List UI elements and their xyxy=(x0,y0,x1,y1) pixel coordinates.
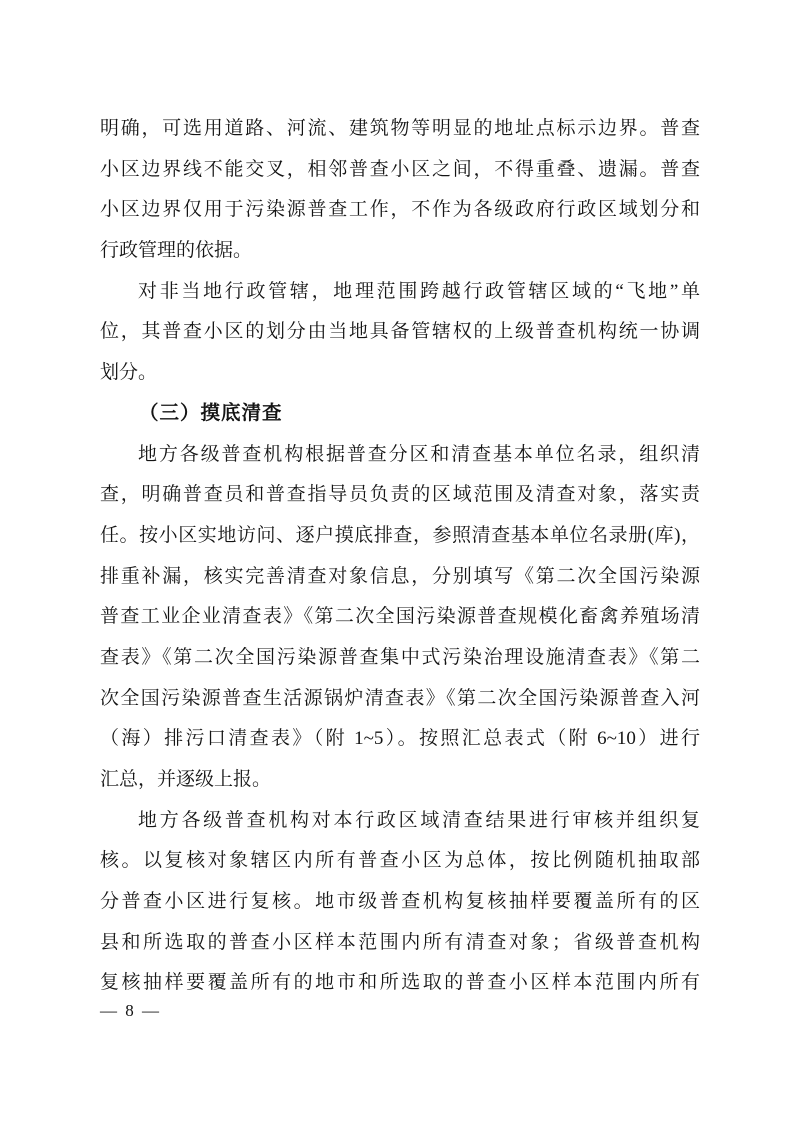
text-line: 查表》《第二次全国污染源普查集中式污染治理设施清查表》《第二 xyxy=(100,646,700,668)
text-line: 行政管理的依据。 xyxy=(100,240,253,262)
text-line: 查，明确普查员和普查指导员负责的区域范围及清查对象，落实责 xyxy=(100,484,700,506)
text-line: 小区边界线不能交叉，相邻普查小区之间，不得重叠、遗漏。普查 xyxy=(100,158,700,180)
text-line: 小区边界仅用于污染源普查工作，不作为各级政府行政区域划分和 xyxy=(100,199,700,221)
text-line: 普查工业企业清查表》《第二次全国污染源普查规模化畜禽养殖场清 xyxy=(100,606,700,628)
text-line: 县和所选取的普查小区样本范围内所有清查对象；省级普查机构 xyxy=(100,931,700,953)
text-line: 分普查小区进行复核。地市级普查机构复核抽样要覆盖所有的区 xyxy=(100,891,700,913)
text-line: 明确，可选用道路、河流、建筑物等明显的地址点标示边界。普查 xyxy=(100,118,700,139)
text-line: 地方各级普查机构对本行政区域清查结果进行审核并组织复 xyxy=(138,809,700,831)
text-line: 任。按小区实地访问、逐户摸底排查，参照清查基本单位名录册(库)， xyxy=(100,524,700,546)
text-line: 核。以复核对象辖区内所有普查小区为总体，按比例随机抽取部 xyxy=(100,850,700,872)
page-number: — 8 — xyxy=(100,1001,161,1020)
text-line: 地方各级普查机构根据普查分区和清查基本单位名录，组织清 xyxy=(138,443,700,465)
text-line: 位，其普查小区的划分由当地具备管辖权的上级普查机构统一协调 xyxy=(100,321,700,343)
section-heading: （三）摸底清查 xyxy=(139,402,283,424)
text-line: 复核抽样要覆盖所有的地市和所选取的普查小区样本范围内所有 xyxy=(100,972,700,994)
text-line: （海）排污口清查表》（附 1~5）。按照汇总表式（附 6~10）进行 xyxy=(100,728,700,750)
text-line: 排重补漏，核实完善清查对象信息，分别填写《第二次全国污染源 xyxy=(100,565,700,587)
text-line: 次全国污染源普查生活源锅炉清查表》《第二次全国污染源普查入河 xyxy=(100,687,700,709)
text-line: 汇总，并逐级上报。 xyxy=(100,769,272,790)
text-line: 划分。 xyxy=(100,362,158,384)
text-line: 对非当地行政管辖，地理范围跨越行政管辖区域的“飞地”单 xyxy=(138,280,700,302)
document-text-block xyxy=(100,109,700,1004)
